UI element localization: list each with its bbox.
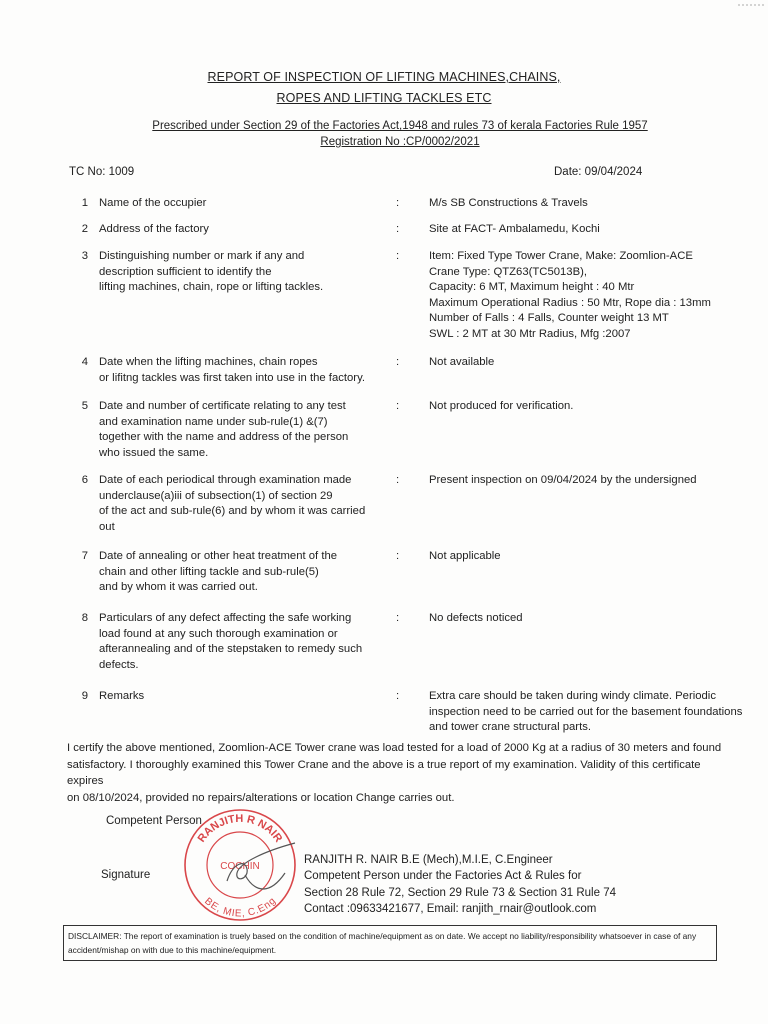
desc-line: lifting machines, chain, rope or lifting tackles. (99, 281, 324, 294)
row-number: 9 (81, 690, 88, 702)
row-description (99, 549, 384, 596)
row-description (99, 611, 384, 673)
certification-line: satisfactory. I thoroughly examined this Tower Crane and the above is a true report of my examination. Validity of this certificate expires (67, 758, 701, 787)
separator: : (396, 400, 400, 412)
separator: : (396, 550, 400, 562)
row-number: 2 (81, 223, 88, 235)
stamp-middle-text: COCHIN (220, 861, 260, 872)
value-line: No defects noticed (429, 612, 523, 624)
row-value (429, 399, 749, 415)
engineer-role: Competent Person under the Factories Act & Rules for (304, 870, 582, 883)
row-number: 4 (81, 356, 88, 368)
desc-line: and examination name under sub-rule(1) &(7) (99, 415, 328, 428)
row-description (99, 249, 384, 296)
row-value (429, 689, 749, 736)
desc-line: Name of the occupier (99, 197, 207, 209)
competent-person-label: Competent Person (106, 815, 202, 827)
value-line: inspection need to be carried out for the basement foundations (429, 705, 743, 718)
scan-edge-mark (738, 2, 764, 8)
row-description (99, 473, 384, 535)
report-title-line1: REPORT OF INSPECTION OF LIFTING MACHINES,CHAINS, (207, 70, 561, 84)
desc-line: Date of each periodical through examination made (99, 474, 352, 486)
value-line: SWL : 2 MT at 30 Mtr Radius, Mfg :2007 (429, 327, 631, 340)
row-number: 7 (81, 550, 88, 562)
certification-line: on 08/10/2024, provided no repairs/alterations or location Change carries out. (67, 791, 455, 804)
desc-line: description sufficient to identify the (99, 265, 272, 278)
value-line: Crane Type: QTZ63(TC5013B), (429, 265, 588, 278)
desc-line: afterannealing and of the stepstaken to remedy such (99, 643, 363, 656)
row-value (429, 549, 749, 565)
value-line: Maximum Operational Radius : 50 Mtr, Rope dia : 13mm (429, 296, 711, 309)
desc-line: out (99, 520, 115, 533)
row-description (99, 196, 384, 212)
engineer-sections: Section 28 Rule 72, Section 29 Rule 73 & Section 31 Rule 74 (304, 886, 616, 899)
desc-line: together with the name and address of the person (99, 431, 349, 444)
stamp-top-text: RANJITH R NAIR (195, 812, 285, 845)
disclaimer-box (63, 925, 717, 961)
row-number: 5 (81, 400, 88, 412)
desc-line: and by whom it was carried out. (99, 581, 258, 594)
report-title-line2: ROPES AND LIFTING TACKLES ETC (276, 91, 492, 105)
official-stamp (175, 803, 305, 923)
value-line: Capacity: 6 MT, Maximum height : 40 Mtr (429, 281, 635, 294)
separator: : (396, 197, 400, 209)
desc-line: defects. (99, 658, 139, 671)
desc-line: Date of annealing or other heat treatment of the (99, 550, 338, 562)
prescribed-line: Prescribed under Section 29 of the Factories Act,1948 and rules 73 of kerala Factories Rule 1957 (152, 120, 648, 132)
value-line: Number of Falls : 4 Falls, Counter weight 13 MT (429, 312, 669, 325)
row-number: 8 (81, 612, 88, 624)
desc-line: chain and other lifting tackle and sub-rule(5) (99, 565, 319, 578)
value-line: Extra care should be taken during windy climate. Periodic (429, 690, 716, 702)
desc-line: load found at any such thorough examination or (99, 627, 338, 640)
row-value (429, 611, 749, 627)
desc-line: Date when the lifting machines, chain ropes (99, 356, 318, 368)
row-number: 3 (81, 250, 88, 262)
value-line: Not produced for verification. (429, 400, 574, 412)
row-value (429, 355, 749, 371)
value-line: and tower crane structural parts. (429, 721, 591, 734)
separator: : (396, 356, 400, 368)
certification-line: I certify the above mentioned, Zoomlion-ACE Tower crane was load tested for a load of 2000 Kg at a radius of 30 meters and found (67, 742, 722, 754)
stamp-bottom-text: BE, MIE, C.Eng (202, 895, 278, 920)
desc-line: who issued the same. (99, 446, 209, 459)
row-number: 6 (81, 474, 88, 486)
row-number: 1 (81, 197, 88, 209)
desc-line: Date and number of certificate relating to any test (99, 400, 346, 412)
row-value (429, 473, 749, 489)
row-value (429, 249, 749, 343)
value-line: Not applicable (429, 550, 501, 562)
desc-line: of the act and sub-rule(6) and by whom it was carried (99, 505, 366, 518)
row-description (99, 399, 384, 461)
report-date: Date: 09/04/2024 (554, 166, 643, 178)
value-line: M/s SB Constructions & Travels (429, 197, 588, 209)
disclaimer-line: DISCLAIMER: The report of examination is truely based on the condition of machine/equipment as on date. We accept no liability/responsibility whatsoever in case of any (68, 931, 697, 941)
engineer-name: RANJITH R. NAIR B.E (Mech),M.I.E, C.Engineer (304, 854, 553, 866)
value-line: Present inspection on 09/04/2024 by the undersigned (429, 474, 697, 486)
certification-paragraph (67, 740, 737, 806)
row-value (429, 196, 749, 212)
desc-line: Particulars of any defect affecting the safe working (99, 612, 352, 624)
value-line: Item: Fixed Type Tower Crane, Make: Zoomlion-ACE (429, 250, 693, 262)
value-line: Not available (429, 356, 495, 368)
separator: : (396, 223, 400, 235)
row-description (99, 689, 384, 705)
desc-line: Distinguishing number or mark if any and (99, 250, 305, 262)
desc-line: or lifitng tackles was first taken into use in the factory. (99, 371, 366, 384)
row-description (99, 355, 384, 386)
registration-number: Registration No :CP/0002/2021 (320, 136, 480, 148)
engineer-details (304, 852, 724, 918)
disclaimer-line: accident/mishap on with due to this machine/equipment. (68, 945, 277, 955)
tc-number: TC No: 1009 (69, 166, 135, 178)
row-description (99, 222, 384, 238)
separator: : (396, 250, 400, 262)
desc-line: underclause(a)iii of subsection(1) of section 29 (99, 489, 333, 502)
desc-line: Remarks (99, 690, 145, 702)
row-value (429, 222, 749, 238)
separator: : (396, 612, 400, 624)
separator: : (396, 690, 400, 702)
signature-label: Signature (101, 869, 151, 881)
separator: : (396, 474, 400, 486)
desc-line: Address of the factory (99, 223, 209, 235)
engineer-contact: Contact :09633421677, Email: ranjith_rnair@outlook.com (304, 903, 597, 916)
value-line: Site at FACT- Ambalamedu, Kochi (429, 223, 600, 235)
